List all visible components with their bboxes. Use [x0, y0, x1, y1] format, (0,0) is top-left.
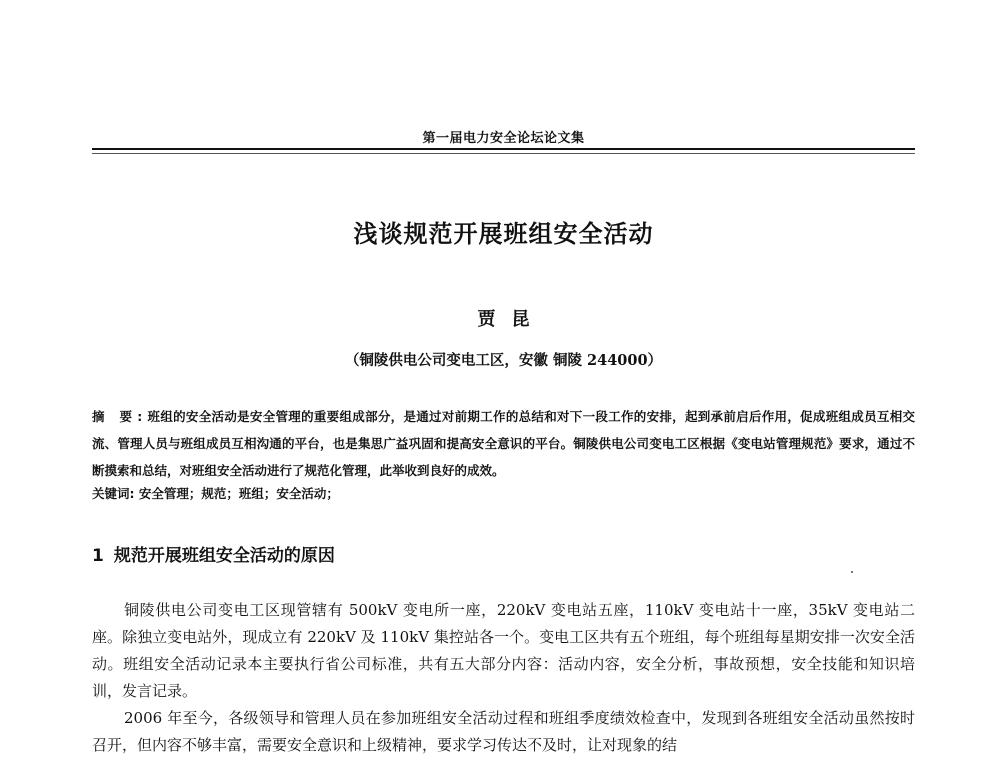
header-rule-thin: [92, 153, 915, 154]
author-name: 贾昆: [477, 309, 546, 330]
section-title: 规范开展班组安全活动的原因: [113, 546, 335, 566]
running-header: 第一届电力安全论坛论文集: [422, 131, 585, 146]
body-paragraph: 2006 年至今，各级领导和管理人员在参加班组安全活动过程和班组季度绩效检查中，发现到各班组安全活动虽然按时召开，但内容不够丰富，需要安全意识和上级精神，要求学习传达不及时，让对现象的结: [92, 709, 915, 754]
section-number: 1: [92, 546, 104, 566]
header-rule: [92, 148, 915, 150]
abstract-text: 班组的安全活动是安全管理的重要组成部分，是通过对前期工作的总结和对下一段工作的安排，起到承前启后作用，促成班组成员互相交流、管理人员与班组成员互相沟通的平台，也是集思广益巩固和提高安全意识的平台。铜陵供电公司变电工区根据《变电站管理规范》要求，通过不断摸索和总结，对班组安全活动进行了规范化管理，此举收到良好的成效。: [92, 409, 915, 478]
keywords-block: [92, 485, 915, 503]
article-title: 浅谈规范开展班组安全活动: [353, 220, 654, 248]
section-body: [92, 597, 915, 759]
keywords-label: 关键词:: [92, 486, 135, 501]
abstract-label: 摘 要:: [92, 409, 148, 424]
body-paragraph: 铜陵供电公司变电工区现管辖有 500kV 变电所一座，220kV 变电站五座，110kV 变电站十一座，35kV 变电站二座。除独立变电站外，现成立有 220kV 及 110kV 集控站各一个。变电工区共有五个班组，每个班组每星期安排一次安全活动。班组安全活动记录本主要执行省公司标准，共有五大部分内容：活动内容，安全分析，事故预想，安全技能和知识培训，发言记录。: [92, 601, 915, 700]
author-affiliation: （铜陵供电公司变电工区，安徽 铜陵 244000）: [344, 352, 663, 369]
scan-speck: [851, 571, 853, 573]
section-heading: [92, 541, 915, 566]
abstract-block: [92, 403, 915, 484]
keywords-text: 安全管理；规范；班组；安全活动；: [138, 486, 339, 501]
